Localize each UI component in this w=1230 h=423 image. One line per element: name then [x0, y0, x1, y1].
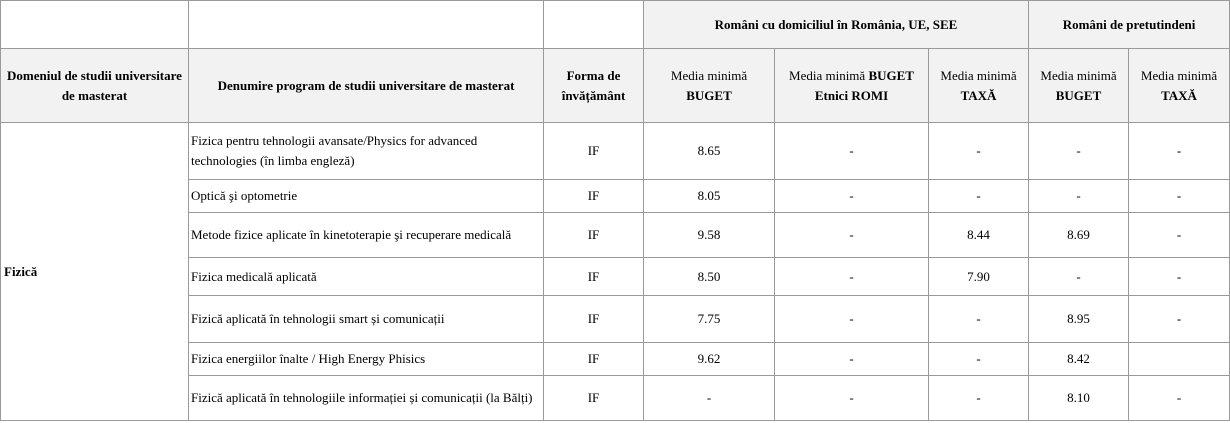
blank-header-cell: [544, 1, 644, 49]
table-row: [1, 123, 1230, 180]
p-buget-cell: 8.10: [1029, 376, 1129, 421]
p-taxa-cell: [1129, 343, 1230, 376]
buget-cell: 9.58: [644, 213, 775, 258]
col-header-roma: [775, 49, 929, 123]
col-header-p-buget-strong: BUGET: [1055, 87, 1102, 103]
taxa-cell: -: [929, 343, 1029, 376]
p-buget-cell: 8.69: [1029, 213, 1129, 258]
col-header-taxa: [929, 49, 1029, 123]
form-cell: IF: [544, 376, 644, 421]
col-header-roma-pre: Media minimă: [789, 67, 866, 83]
col-header-p-taxa-strong: TAXĂ: [1161, 87, 1197, 103]
taxa-cell: -: [929, 376, 1029, 421]
program-cell: Metode fizice aplicate în kinetoterapie şi recuperare medicală: [189, 213, 544, 258]
domain-cell: Fizică: [1, 123, 189, 421]
col-header-taxa-pre: Media minimă: [940, 67, 1017, 83]
roma-cell: -: [775, 376, 929, 421]
buget-cell: 9.62: [644, 343, 775, 376]
p-taxa-cell: -: [1129, 376, 1230, 421]
col-header-buget-pre: Media minimă: [670, 67, 748, 83]
roma-cell: -: [775, 296, 929, 343]
col-header-p-taxa-pre: Media minimă: [1140, 67, 1218, 83]
p-buget-cell: 8.95: [1029, 296, 1129, 343]
col-header-p-buget-pre: Media minimă: [1040, 67, 1117, 83]
taxa-cell: 8.44: [929, 213, 1029, 258]
taxa-cell: -: [929, 123, 1029, 180]
program-cell: Fizica pentru tehnologii avansate/Physics for advanced technologies (în limba engleză): [189, 123, 544, 180]
roma-cell: -: [775, 180, 929, 213]
p-taxa-cell: -: [1129, 180, 1230, 213]
buget-cell: 8.65: [644, 123, 775, 180]
roma-cell: -: [775, 258, 929, 296]
form-cell: IF: [544, 343, 644, 376]
form-cell: IF: [544, 258, 644, 296]
p-taxa-cell: -: [1129, 296, 1230, 343]
col-header-form: Forma de învățământ: [544, 49, 644, 123]
col-header-roma-strong: BUGET: [868, 67, 914, 83]
column-header-row: [1, 49, 1230, 123]
p-taxa-cell: -: [1129, 213, 1230, 258]
taxa-cell: -: [929, 180, 1029, 213]
p-buget-cell: -: [1029, 123, 1129, 180]
program-cell: Fizică aplicată în tehnologii smart și comunicații: [189, 296, 544, 343]
program-cell: Fizica energiilor înalte / High Energy Phisics: [189, 343, 544, 376]
p-buget-cell: -: [1029, 180, 1129, 213]
program-cell: Optică şi optometrie: [189, 180, 544, 213]
form-cell: IF: [544, 296, 644, 343]
col-header-p-buget: [1029, 49, 1129, 123]
taxa-cell: -: [929, 296, 1029, 343]
col-header-buget: [644, 49, 775, 123]
form-cell: IF: [544, 180, 644, 213]
group-header-pretutindeni: Români de pretutindeni: [1029, 1, 1230, 49]
blank-header-cell: [189, 1, 544, 49]
group-header-romania: Români cu domiciliul în România, UE, SEE: [644, 1, 1029, 49]
group-header-row: [1, 1, 1230, 49]
col-header-p-taxa: [1129, 49, 1230, 123]
program-cell: Fizica medicală aplicată: [189, 258, 544, 296]
buget-cell: 7.75: [644, 296, 775, 343]
roma-cell: -: [775, 343, 929, 376]
form-cell: IF: [544, 123, 644, 180]
p-taxa-cell: -: [1129, 258, 1230, 296]
form-cell: IF: [544, 213, 644, 258]
buget-cell: 8.50: [644, 258, 775, 296]
taxa-cell: 7.90: [929, 258, 1029, 296]
blank-header-cell: [1, 1, 189, 49]
p-buget-cell: -: [1029, 258, 1129, 296]
col-header-program: Denumire program de studii universitare de masterat: [189, 49, 544, 123]
program-cell: Fizică aplicată în tehnologiile informației și comunicații (la Bălți): [189, 376, 544, 421]
p-taxa-cell: -: [1129, 123, 1230, 180]
buget-cell: 8.05: [644, 180, 775, 213]
buget-cell: -: [644, 376, 775, 421]
col-header-taxa-strong: TAXĂ: [960, 87, 997, 103]
roma-cell: -: [775, 123, 929, 180]
col-header-buget-strong: BUGET: [686, 87, 732, 103]
col-header-roma-post: Etnici ROMI: [814, 87, 889, 103]
roma-cell: -: [775, 213, 929, 258]
col-header-domain: Domeniul de studii universitare de masterat: [1, 49, 189, 123]
p-buget-cell: 8.42: [1029, 343, 1129, 376]
